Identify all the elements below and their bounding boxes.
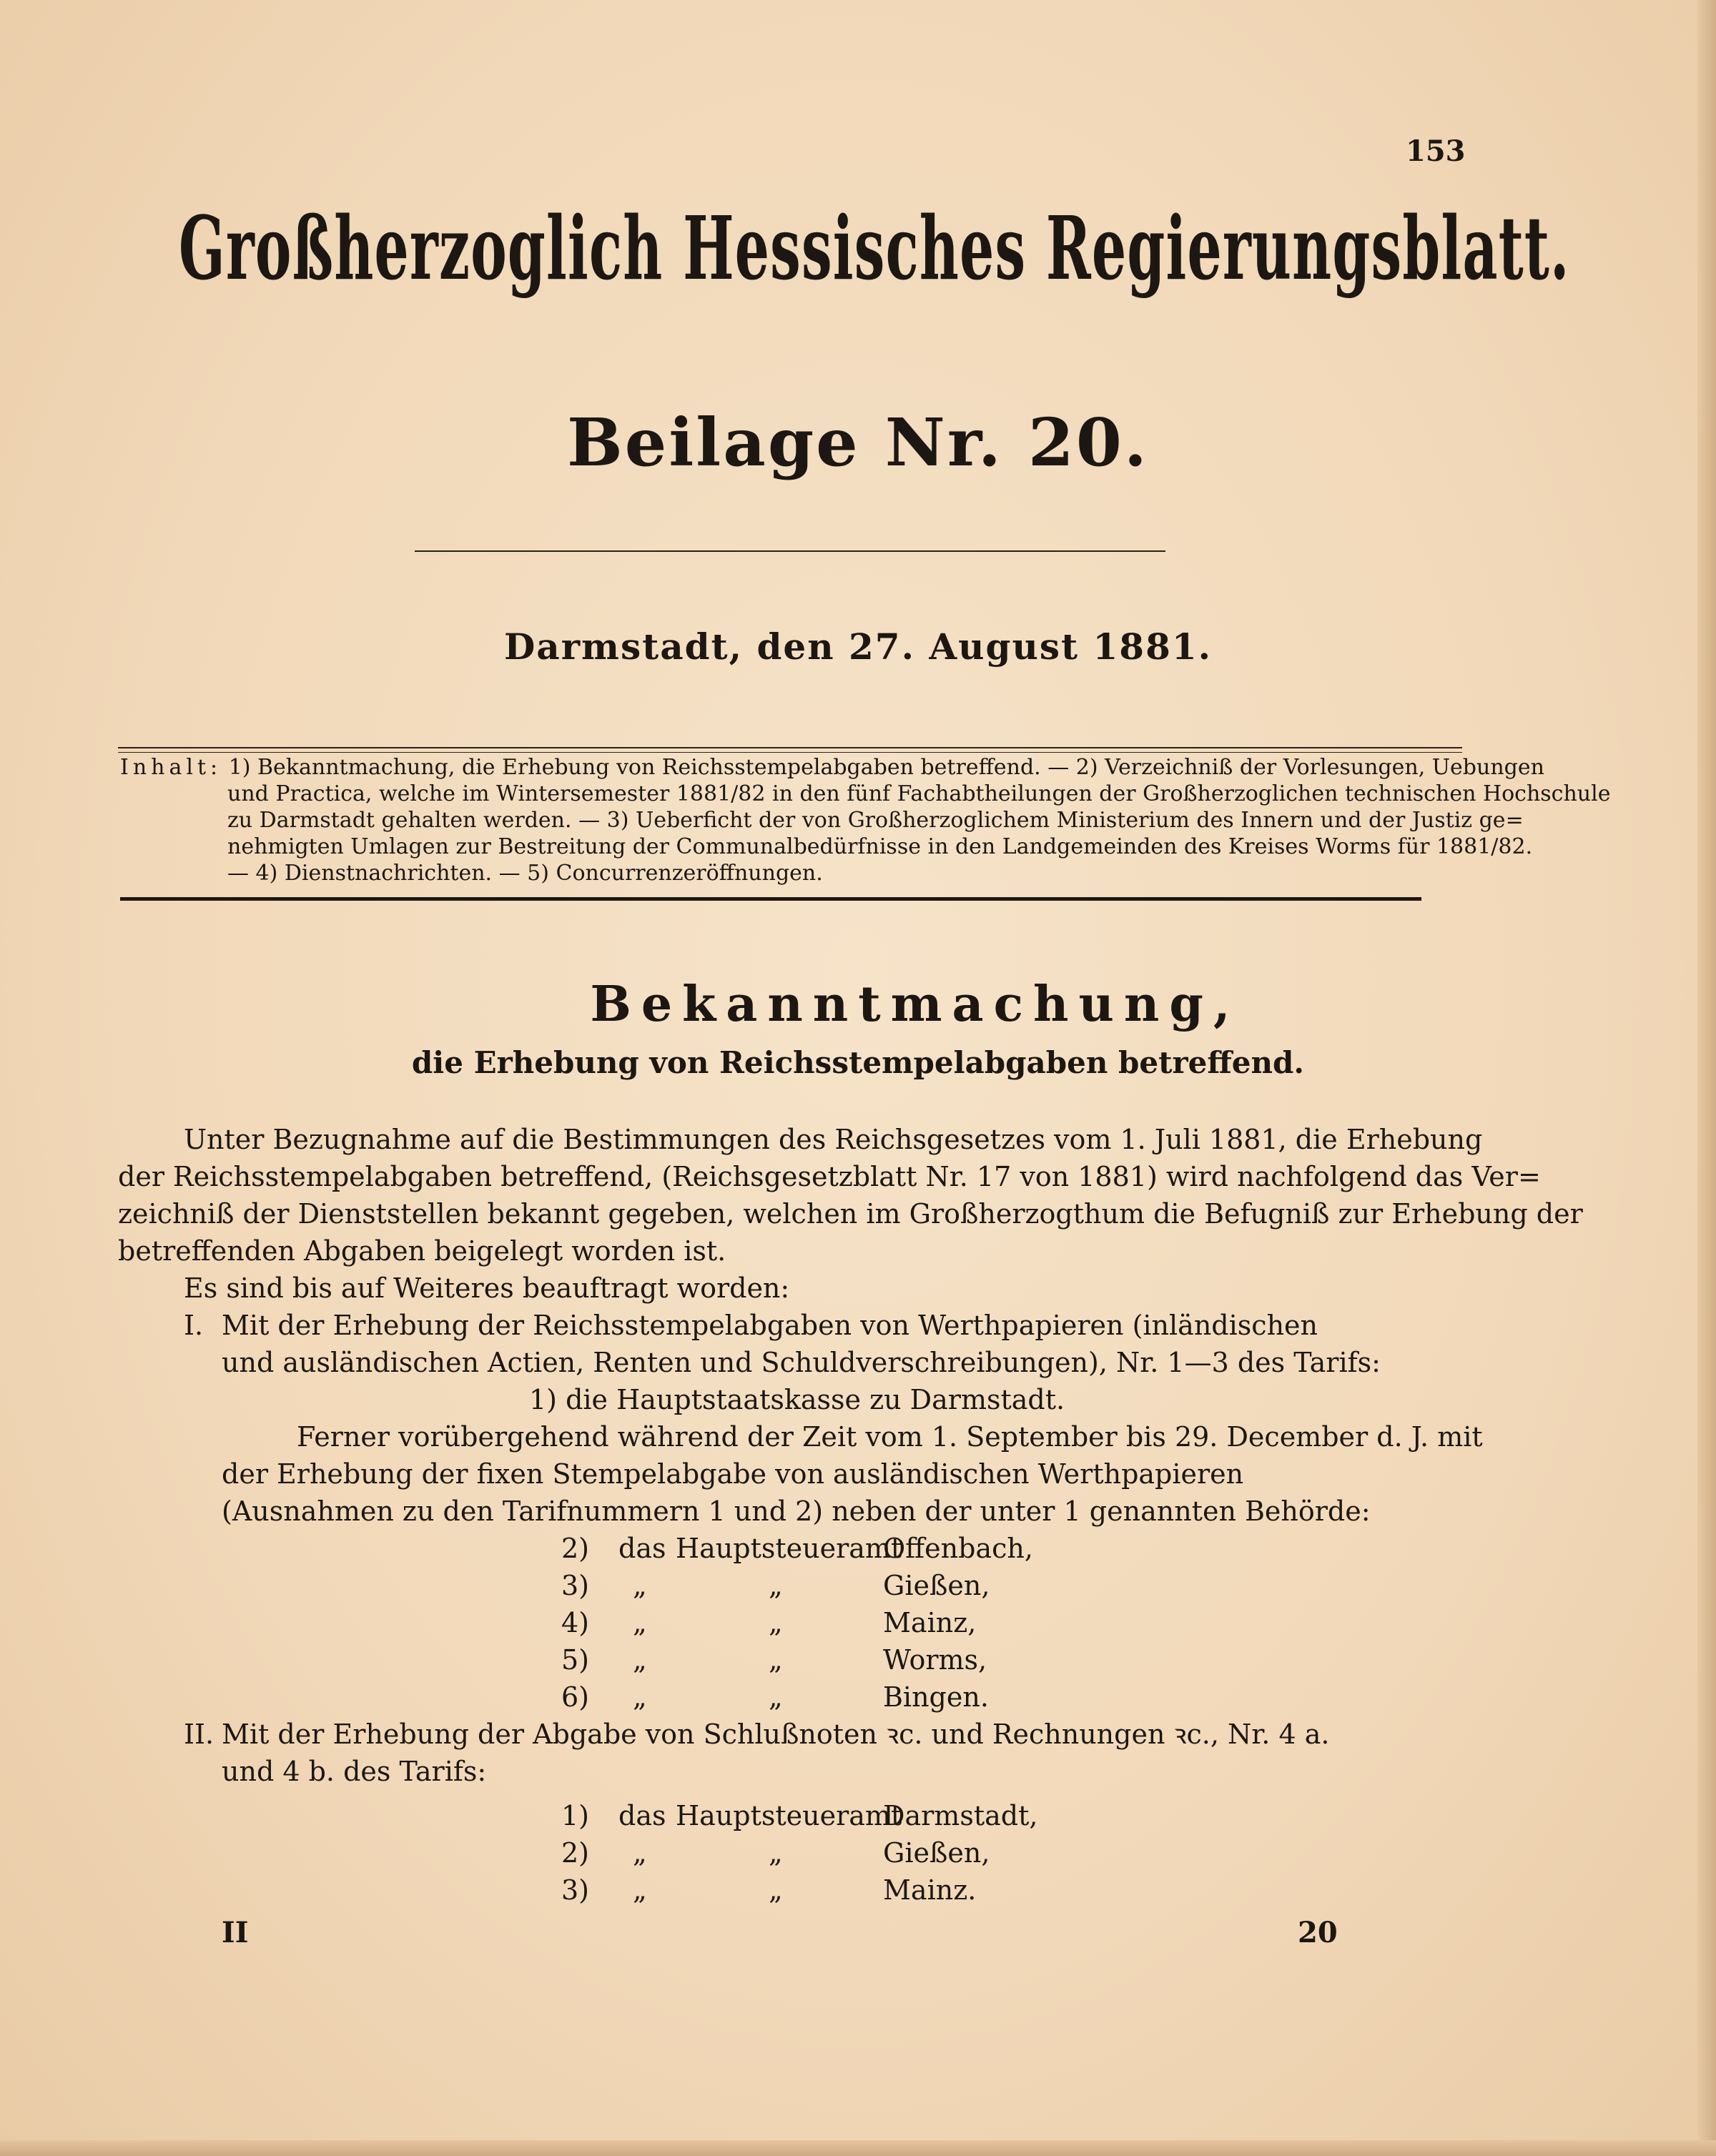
list-item-number: 4) [561, 1607, 590, 1638]
body-line: Es sind bis auf Weiteres beauftragt worden: [184, 1272, 790, 1304]
page-edge-bottom [0, 2140, 1716, 2156]
masthead-title: Großherzoglich Hessisches Regierungsblatt. [179, 197, 1570, 300]
body-line: und ausländischen Actien, Renten und Schuldverschreibungen), Nr. 1—3 des Tarifs: [222, 1347, 1381, 1378]
list-item-ditto: „ [769, 1570, 783, 1601]
body-line: (Ausnahmen zu den Tarifnummern 1 und 2) neben der unter 1 genannten Behörde: [222, 1495, 1371, 1527]
table-of-contents [120, 754, 1611, 886]
list-item-office: Hauptsteueramt [676, 1800, 902, 1831]
list-item [118, 1834, 1462, 1871]
list-item-ditto: „ [769, 1874, 783, 1906]
signature-mark: II [222, 1916, 249, 1949]
list-item-place: Mainz. [883, 1874, 977, 1906]
body-line: der Reichsstempelabgaben betreffend, (Reichsgesetzblatt Nr. 17 von 1881) wird nachfolgend das Ver= [118, 1161, 1541, 1192]
list-item [118, 1530, 1462, 1567]
body-line: betreffenden Abgaben beigelegt worden ist. [118, 1235, 726, 1267]
contents-line: zu Darmstadt gehalten werden. — 3) Ueberficht der von Großherzoglichem Ministerium des Innern und der Justiz ge= [227, 808, 1524, 833]
list-item-number: 2) [561, 1837, 590, 1869]
list-item-place: Offenbach, [883, 1533, 1033, 1564]
contents-text: 1) Bekanntmachung, die Erhebung von Reichsstempelabgaben betreffend. — 2) Verzeichniß der Vorlesungen, Uebungen [228, 755, 1544, 780]
contents-line: und Practica, welche im Wintersemester 1881/82 in den fünf Fachabtheilungen der Großherzoglichen technischen Hochschule [227, 781, 1611, 806]
clause-text: Mit der Erhebung der Reichsstempelabgaben von Werthpapieren (inländischen [222, 1310, 1318, 1341]
list-item [118, 1871, 1462, 1909]
list-item-ditto: „ [633, 1837, 647, 1869]
list-item-number: 5) [561, 1644, 590, 1676]
contents-line: nehmigten Umlagen zur Bestreitung der Communalbedürfnisse in den Landgemeinden des Kreises Worms für 1881/82. [227, 834, 1533, 859]
list-item-ditto: „ [633, 1681, 647, 1713]
clause-text: Mit der Erhebung der Abgabe von Schlußnoten ꝛc. und Rechnungen ꝛc., Nr. 4 a. [222, 1719, 1330, 1750]
list-item [118, 1641, 1462, 1678]
list-item [118, 1567, 1462, 1604]
contents-rule-top-thin [118, 752, 1462, 753]
list-item-place: Mainz, [883, 1607, 977, 1638]
section-subtitle: die Erhebung von Reichsstempelabgaben betreffend. [411, 1045, 1305, 1080]
body-line: der Erhebung der fixen Stempelabgabe von ausländischen Werthpapieren [222, 1458, 1244, 1490]
list-item-ditto: „ [769, 1837, 783, 1869]
list-item-ditto: „ [633, 1570, 647, 1601]
clause-number: II. [184, 1719, 214, 1750]
list-item-ditto: „ [769, 1681, 783, 1713]
list-item [118, 1604, 1462, 1641]
list-item-article: das [618, 1533, 666, 1564]
list-item-number: 3) [561, 1874, 590, 1906]
list-item-place: Gießen, [883, 1837, 990, 1869]
list-item-number: 6) [561, 1681, 590, 1713]
contents-label: Inhalt: [120, 755, 222, 780]
page-number: 153 [1406, 134, 1466, 168]
list-item-place: Bingen. [883, 1681, 989, 1713]
clause-number: I. [184, 1310, 204, 1341]
list-item-place: Worms, [883, 1644, 987, 1676]
list-item-ditto: „ [633, 1607, 647, 1638]
list-item-number: 3) [561, 1570, 590, 1601]
contents-rule-bottom [120, 897, 1421, 901]
list-item-article: das [618, 1800, 666, 1831]
contents-rule-top [118, 747, 1462, 748]
list-item-place: Darmstadt, [883, 1800, 1038, 1831]
list-item-ditto: „ [633, 1874, 647, 1906]
folio-number: 20 [1298, 1916, 1338, 1949]
body-line: Unter Bezugnahme auf die Bestimmungen des Reichsgesetzes vom 1. Juli 1881, die Erhebung [184, 1124, 1483, 1155]
contents-line: — 4) Dienstnachrichten. — 5) Concurrenzeröffnungen. [227, 861, 823, 886]
clause-I [118, 1307, 1462, 1344]
contents-line [120, 754, 1544, 781]
list-item-ditto: „ [769, 1644, 783, 1676]
body-line: Ferner vorübergehend während der Zeit vom 1. September bis 29. December d. J. mit [297, 1421, 1483, 1453]
body-text [118, 1121, 1583, 1909]
divider-rule [415, 550, 1165, 552]
list-item-place: Gießen, [883, 1570, 990, 1601]
list-item-ditto: „ [769, 1607, 783, 1638]
section-title: Bekanntmachung, [590, 976, 1241, 1033]
list-item [118, 1678, 1462, 1716]
list-item: 1) die Hauptstaatskasse zu Darmstadt. [529, 1384, 1065, 1415]
list-item-number: 1) [561, 1800, 590, 1831]
list-item [118, 1797, 1462, 1834]
clause-II [118, 1716, 1462, 1753]
list-item-ditto: „ [633, 1644, 647, 1676]
list-item-office: Hauptsteueramt [676, 1533, 902, 1564]
list-item-number: 2) [561, 1533, 590, 1564]
body-line: zeichniß der Dienststellen bekannt gegeben, welchen im Großherzogthum die Befugniß zur Erhebung der [118, 1198, 1583, 1230]
dateline: Darmstadt, den 27. August 1881. [503, 625, 1213, 668]
supplement-number: Beilage Nr. 20. [567, 404, 1149, 481]
body-line: und 4 b. des Tarifs: [222, 1756, 487, 1787]
